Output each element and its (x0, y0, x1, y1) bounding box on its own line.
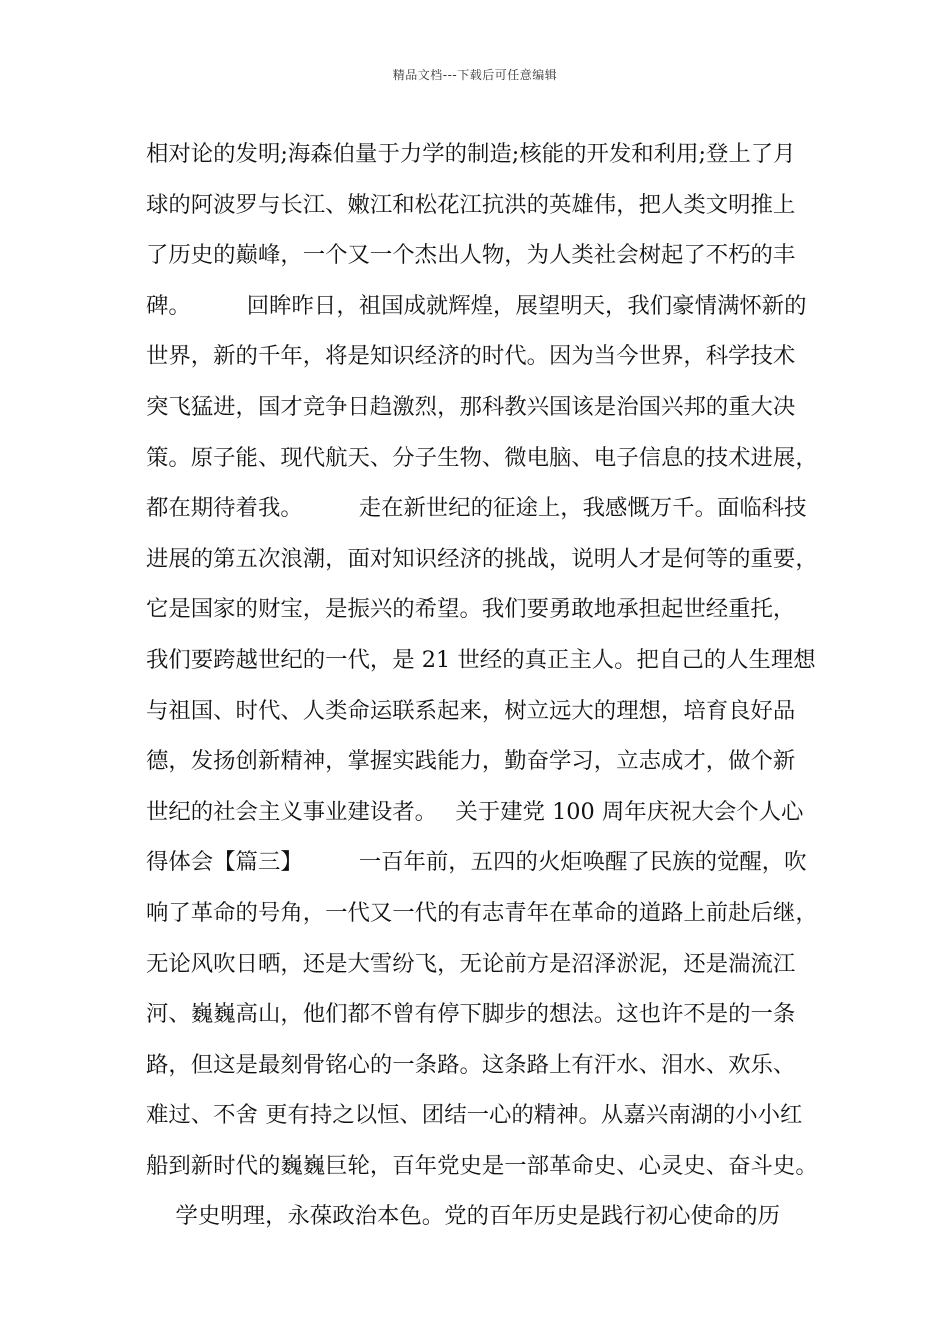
text-line: 了历史的巅峰，一个又一个杰出人物，为人类社会树起了不朽的丰 (146, 242, 796, 269)
text-line: 碑。 回眸昨日，祖国成就辉煌，展望明天，我们豪情满怀新的 (146, 292, 807, 319)
text-line: 它是国家的财宝，是振兴的希望。我们要勇敢地承担起世经重托， (146, 596, 796, 623)
text-line: 球的阿波罗与长江、嫩江和松花江抗洪的英雄伟，把人类文明推上 (146, 191, 796, 218)
text-line: 相对论的发明;海森伯量于力学的制造;核能的开发和利用;登上了月 (146, 141, 796, 167)
text-line: 无论风吹日晒，还是大雪纷飞，无论前方是沼泽淤泥，还是湍流江 (146, 950, 796, 977)
text-line: 船到新时代的巍巍巨轮，百年党史是一部革命史、心灵史、奋斗史。 (146, 1152, 818, 1179)
text-line: 响了革命的号角，一代又一代的有志青年在革命的道路上前赴后继， (146, 899, 818, 926)
text-line: 世界，新的千年，将是知识经济的时代。因为当今世界，科学技术 (146, 343, 796, 370)
body-text (146, 134, 826, 1247)
text-line: 河、巍巍高山，他们都不曾有停下脚步的想法。这也许不是的一条 (146, 1001, 796, 1028)
text-line: 世纪的社会主义事业建设者。 关于建党 100 周年庆祝大会个人心 (146, 798, 804, 825)
text-line: 与祖国、时代、人类命运联系起来，树立远大的理想，培育良好品 (146, 697, 796, 724)
text-line: 突飞猛进，国才竞争日趋激烈，那科教兴国该是治国兴邦的重大决 (146, 393, 796, 420)
text-line: 难过、不舍 更有持之以恒、团结一心的精神。从嘉兴南湖的小小红 (146, 1102, 803, 1129)
page-header: 精品文档---下载后可任意编辑 (392, 68, 558, 82)
text-line: 得体会【篇三】 一百年前，五四的火炬唤醒了民族的觉醒，吹 (146, 849, 807, 876)
text-line: 进展的第五次浪潮，面对知识经济的挑战，说明人才是何等的重要， (146, 545, 818, 572)
text-line: 我们要跨越世纪的一代，是 21 世经的真正主人。把自己的人生理想 (146, 646, 816, 673)
text-line: 路，但这是最刻骨铭心的一条路。这条路上有汗水、泪水、欢乐、 (146, 1051, 796, 1078)
text-line: 学史明理，永葆政治本色。党的百年历史是践行初心使命的历 (146, 1203, 781, 1230)
text-line: 都在期待着我。 走在新世纪的征途上，我感慨万千。面临科技 (146, 495, 807, 522)
text-line: 德，发扬创新精神，掌握实践能力，勤奋学习，立志成才，做个新 (146, 748, 796, 775)
text-line: 策。原子能、现代航天、分子生物、微电脑、电子信息的技术进展， (146, 444, 818, 471)
